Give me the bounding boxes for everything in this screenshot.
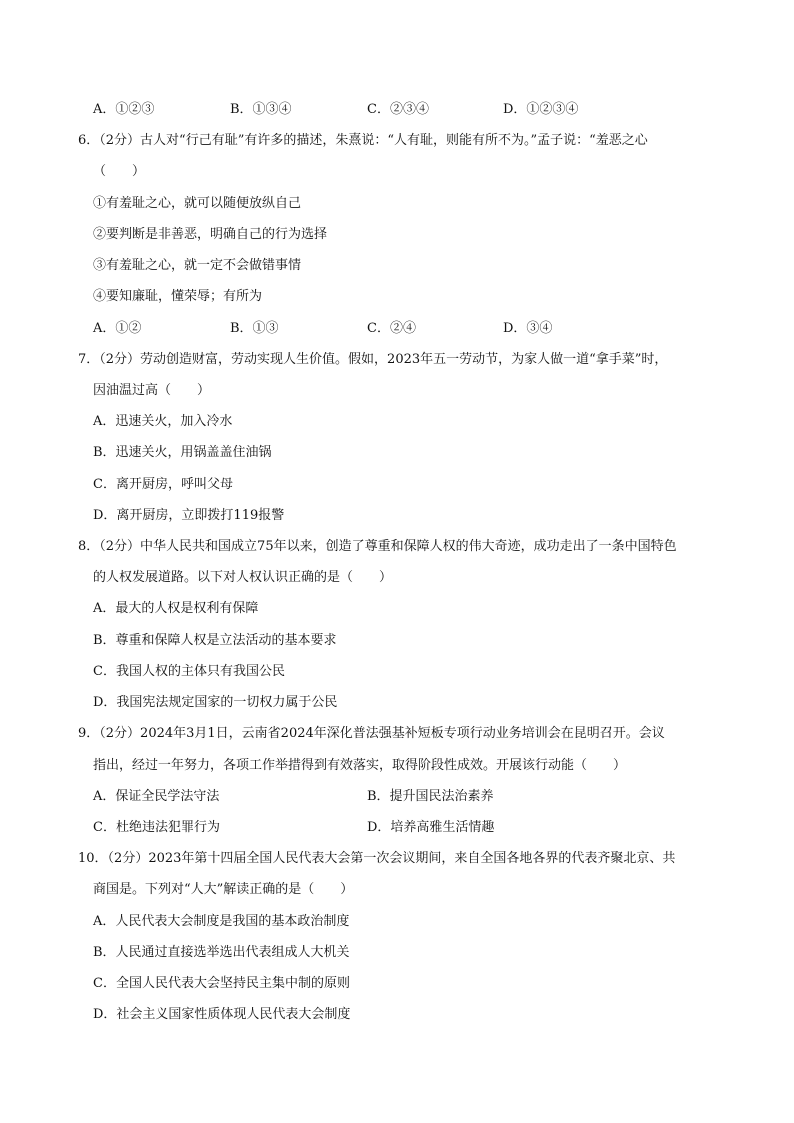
q6-item-1: ①有羞耻之心，就可以随便放纵自己 xyxy=(93,196,302,211)
q10-option-c: C．全国人民代表大会坚持民主集中制的原则 xyxy=(93,976,350,991)
q6-options xyxy=(0,320,794,338)
q7-option-a: A．迅速关火，加入冷水 xyxy=(93,414,233,429)
q8-option-b: B．尊重和保障人权是立法活动的基本要求 xyxy=(93,633,337,648)
q10-option-a: A．人民代表大会制度是我国的基本政治制度 xyxy=(93,914,350,929)
q5-option-d: D．①②③④ xyxy=(503,102,579,117)
q6-stem-line1: 6．（2分）古人对“行己有耻”有许多的描述，朱熹说：“人有耻，则能有所不为。”孟子说：“羞恶之心 xyxy=(78,133,648,148)
q10-stem-line1: 10．（2分）2023年第十四届全国人民代表大会第一次会议期间，来自全国各地各界的代表齐聚北京、共 xyxy=(78,851,676,866)
q7-option-d: D．离开厨房，立即拨打119报警 xyxy=(93,508,285,523)
q6-item-2: ②要判断是非善恶，明确自己的行为选择 xyxy=(93,227,328,242)
q9-stem-line1: 9．（2分）2024年3月1日，云南省2024年深化普法强基补短板专项行动业务培训会在昆明召开。会议 xyxy=(78,726,665,741)
q6-option-a: A．①② xyxy=(93,321,142,336)
q10-stem-line2: 商国是。下列对“人大”解读正确的是（ ） xyxy=(93,882,354,897)
q6-stem-line2: （ ） xyxy=(93,164,146,179)
q9-option-a: A．保证全民学法守法 xyxy=(93,789,220,804)
q10-option-d: D．社会主义国家性质体现人民代表大会制度 xyxy=(93,1007,351,1022)
q7-option-b: B．迅速关火，用锅盖盖住油锅 xyxy=(93,445,272,460)
q8-option-c: C．我国人权的主体只有我国公民 xyxy=(93,664,285,679)
q5-options xyxy=(0,101,794,119)
q6-item-4: ④要知廉耻，懂荣辱；有所为 xyxy=(93,289,263,304)
q9-stem-line2: 指出，经过一年努力，各项工作举措得到有效落实，取得阶段性成效。开展该行动能（ ） xyxy=(93,758,627,773)
q8-option-d: D．我国宪法规定国家的一切权力属于公民 xyxy=(93,695,338,710)
q9-option-c: C．杜绝违法犯罪行为 xyxy=(93,820,220,835)
q9-options-row1 xyxy=(0,788,794,806)
q6-item-3: ③有羞耻之心，就一定不会做错事情 xyxy=(93,258,302,273)
q5-option-b: B．①③④ xyxy=(230,102,292,117)
q8-stem-line2: 的人权发展道路。以下对人权认识正确的是（ ） xyxy=(93,570,393,585)
q6-option-d: D．③④ xyxy=(503,321,553,336)
q9-option-d: D．培养高雅生活情趣 xyxy=(367,820,495,835)
q8-stem-line1: 8．（2分）中华人民共和国成立75年以来，创造了尊重和保障人权的伟大奇迹，成功走出了一条中国特色 xyxy=(78,539,677,554)
q5-option-a: A．①②③ xyxy=(93,102,155,117)
q7-stem-line1: 7．（2分）劳动创造财富，劳动实现人生价值。假如，2023年五一劳动节，为家人做一道“拿手菜”时， xyxy=(78,352,668,367)
q10-option-b: B．人民通过直接选举选出代表组成人大机关 xyxy=(93,945,350,960)
q7-option-c: C．离开厨房，呼叫父母 xyxy=(93,477,233,492)
q9-options-row2 xyxy=(0,819,794,837)
q5-option-c: C．②③④ xyxy=(367,102,429,117)
q7-stem-line2: 因油温过高（ ） xyxy=(93,383,211,398)
q9-option-b: B．提升国民法治素养 xyxy=(367,789,494,804)
q8-option-a: A．最大的人权是权利有保障 xyxy=(93,601,259,616)
q6-option-b: B．①③ xyxy=(230,321,279,336)
q6-option-c: C．②④ xyxy=(367,321,416,336)
